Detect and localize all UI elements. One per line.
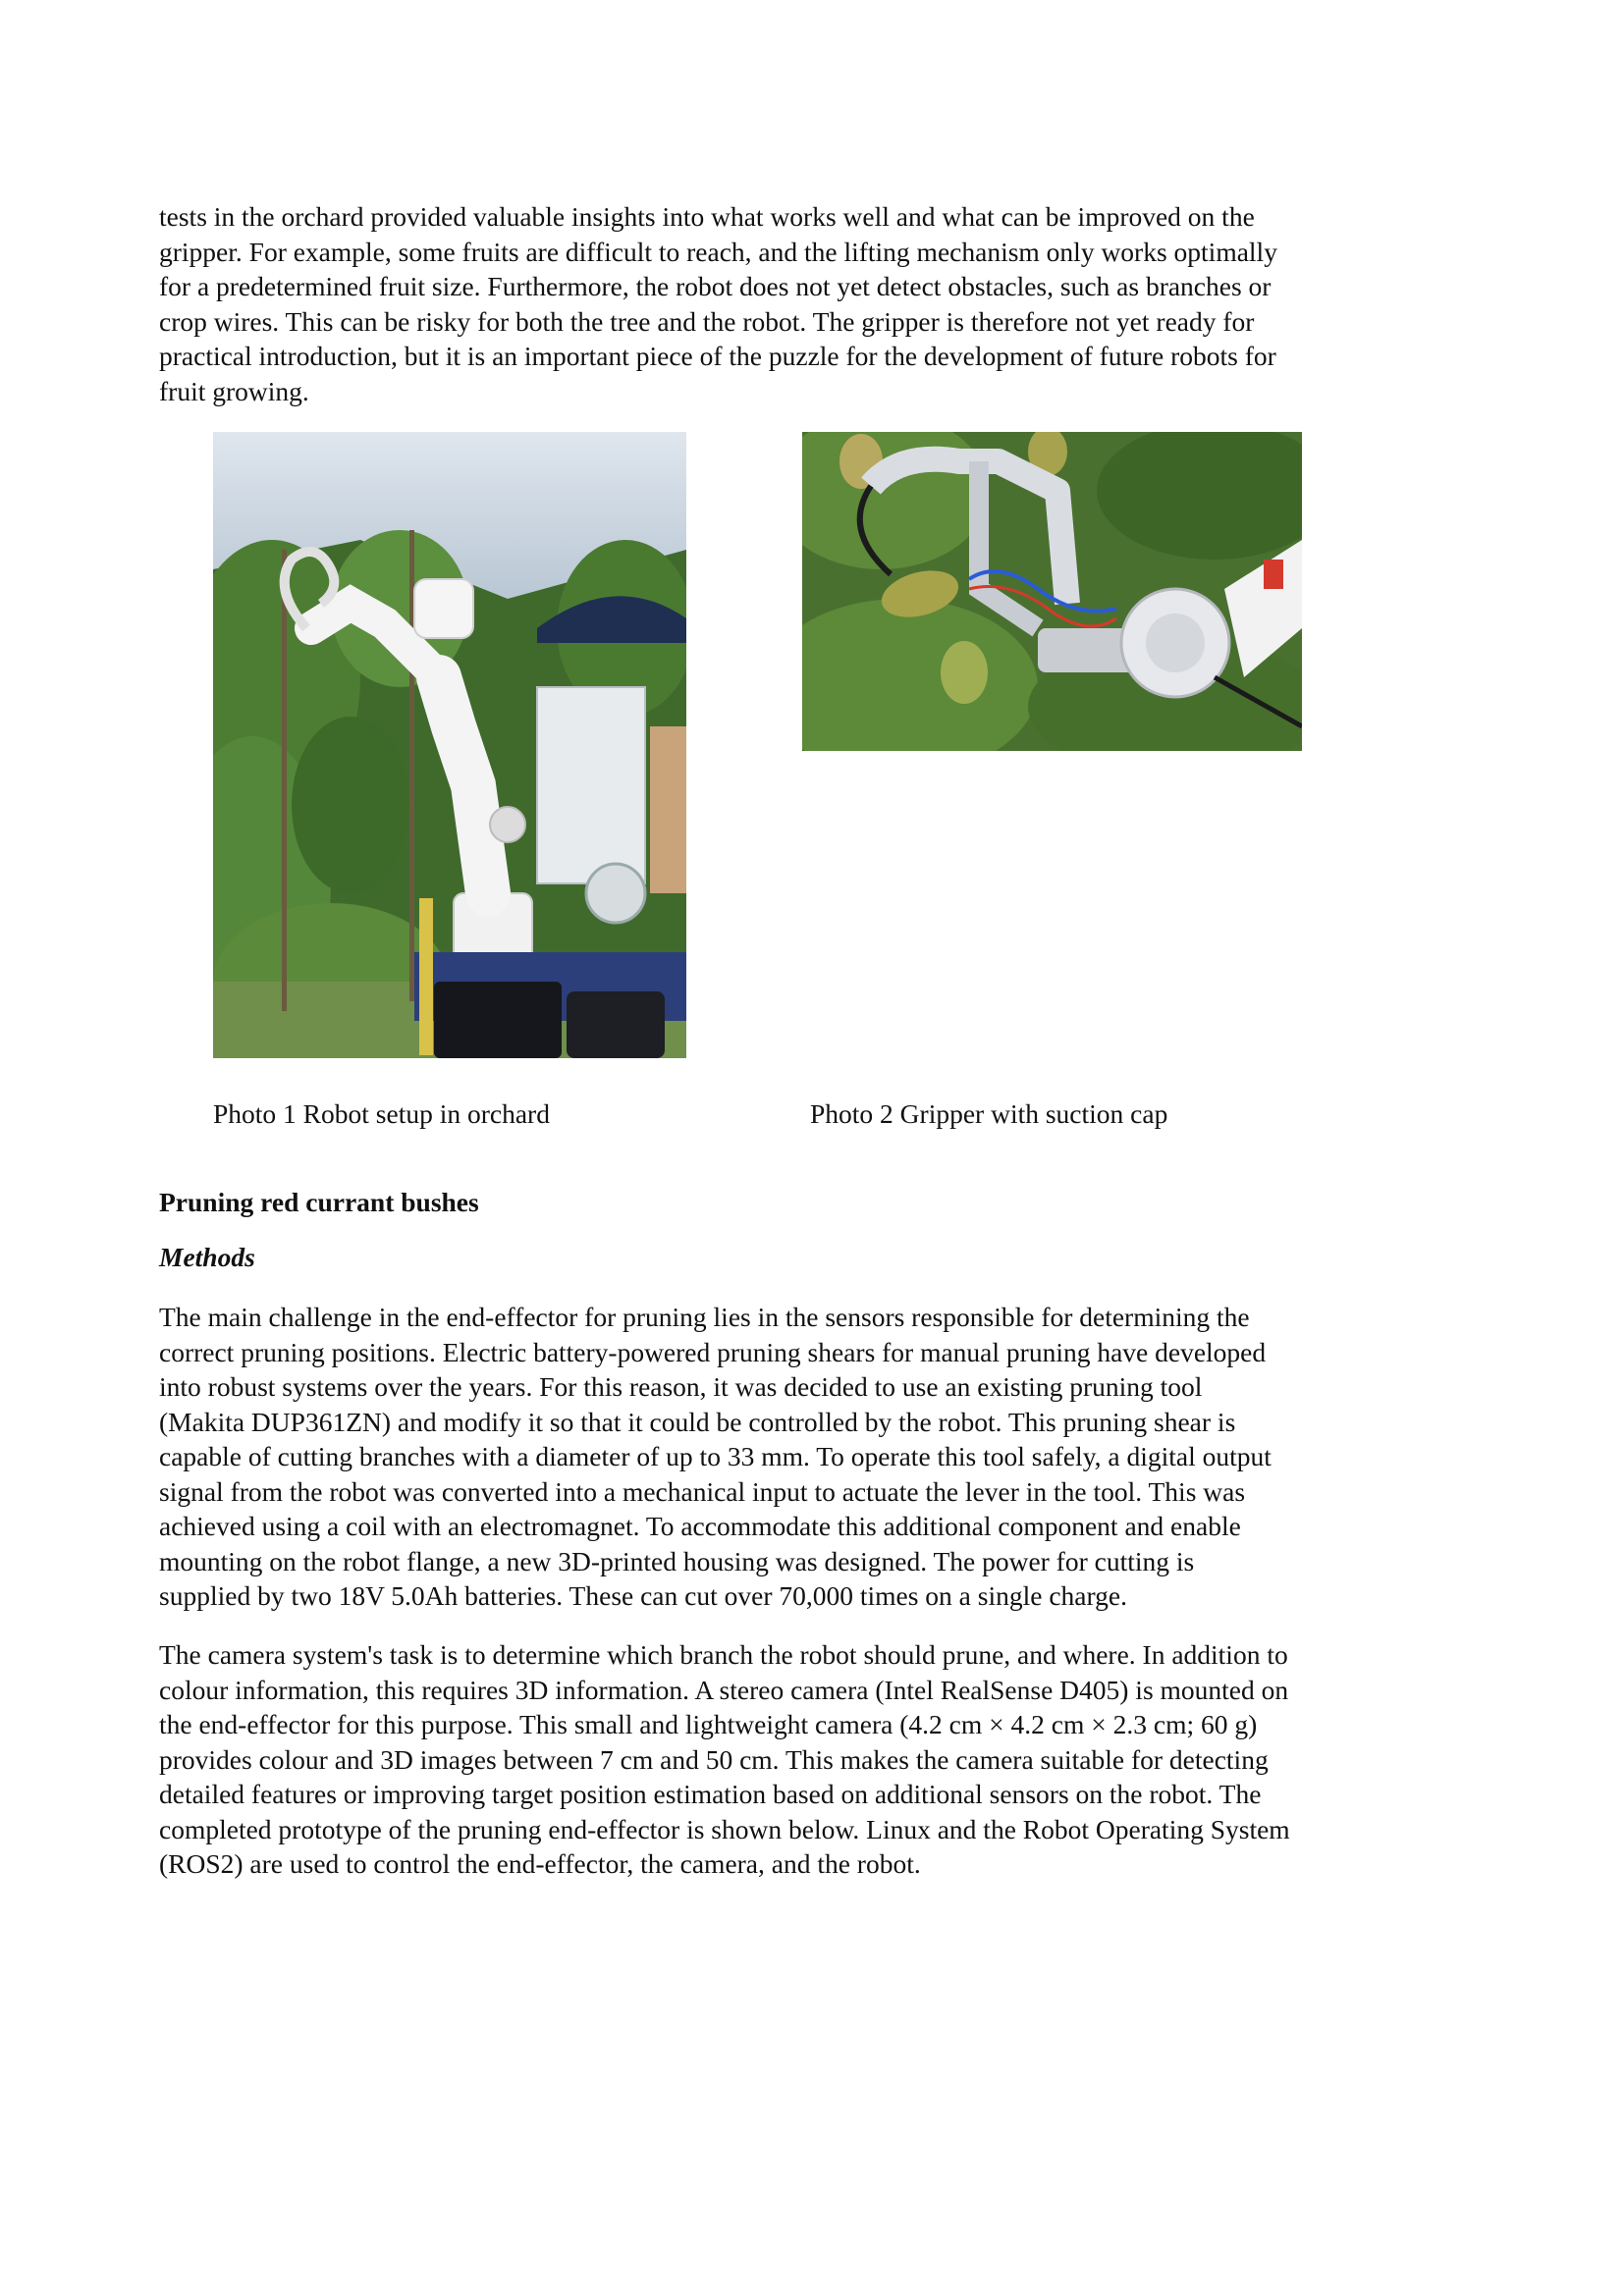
text-line: the end-effector for this purpose. This small and lightweight camera (4.2 cm × 4.2 cm × 2.3 cm; 60 g) xyxy=(159,1709,1258,1739)
text-line: gripper. For example, some fruits are difficult to reach, and the lifting mechanism only works optimally xyxy=(159,236,1277,267)
photo-2-caption: Photo 2 Gripper with suction cap xyxy=(810,1098,1168,1129)
text-line: correct pruning positions. Electric battery-powered pruning shears for manual pruning have developed xyxy=(159,1336,1267,1367)
text-line: The main challenge in the end-effector for pruning lies in the sensors responsible for determining the xyxy=(159,1302,1250,1332)
photo-gripper-illustration xyxy=(802,432,1302,751)
text-line: supplied by two 18V 5.0Ah batteries. These can cut over 70,000 times on a single charge. xyxy=(159,1580,1127,1611)
text-line: practical introduction, but it is an important piece of the puzzle for the development of future robots for xyxy=(159,341,1276,371)
text-line: tests in the orchard provided valuable insights into what works well and what can be improved on the xyxy=(159,201,1255,232)
section-subheading: Methods xyxy=(159,1242,255,1272)
text-line: detailed features or improving target position estimation based on additional sensors on the robot. The xyxy=(159,1779,1262,1809)
text-line: achieved using a coil with an electromagnet. To accommodate this additional component and enable xyxy=(159,1511,1241,1541)
methods-paragraph-1 xyxy=(159,1300,1445,1614)
photo-gripper-with-suction-cap xyxy=(802,432,1302,751)
text-line: capable of cutting branches with a diameter of up to 33 mm. To operate this tool safely, a digital output xyxy=(159,1441,1272,1471)
photo-robot-setup-illustration xyxy=(213,432,686,1058)
text-line: The camera system's task is to determine which branch the robot should prune, and where. In addition to xyxy=(159,1639,1288,1670)
methods-paragraph-2 xyxy=(159,1637,1445,1882)
text-line: mounting on the robot flange, a new 3D-printed housing was designed. The power for cutting is xyxy=(159,1545,1195,1576)
photo-1-caption: Photo 1 Robot setup in orchard xyxy=(213,1098,550,1129)
text-line: for a predetermined fruit size. Furthermore, the robot does not yet detect obstacles, such as branches or xyxy=(159,271,1272,301)
text-line: colour information, this requires 3D information. A stereo camera (Intel RealSense D405) is mounted on xyxy=(159,1674,1289,1705)
intro-paragraph xyxy=(159,199,1445,408)
text-line: signal from the robot was converted into a mechanical input to actuate the lever in the tool. This was xyxy=(159,1475,1246,1507)
text-line: fruit growing. xyxy=(159,375,309,406)
text-line: into robust systems over the years. For this reason, it was decided to use an existing pruning tool xyxy=(159,1371,1203,1402)
photo-robot-setup-in-orchard xyxy=(213,432,686,1058)
text-line: (Makita DUP361ZN) and modify it so that it could be controlled by the robot. This pruning shear is xyxy=(159,1406,1236,1437)
text-line: provides colour and 3D images between 7 cm and 50 cm. This makes the camera suitable for detecting xyxy=(159,1743,1269,1775)
section-heading: Pruning red currant bushes xyxy=(159,1187,479,1217)
text-line: crop wires. This can be risky for both the tree and the robot. The gripper is therefore not yet ready for xyxy=(159,305,1255,337)
text-line: completed prototype of the pruning end-effector is shown below. Linux and the Robot Operating System xyxy=(159,1813,1290,1844)
text-line: (ROS2) are used to control the end-effector, the camera, and the robot. xyxy=(159,1848,921,1879)
